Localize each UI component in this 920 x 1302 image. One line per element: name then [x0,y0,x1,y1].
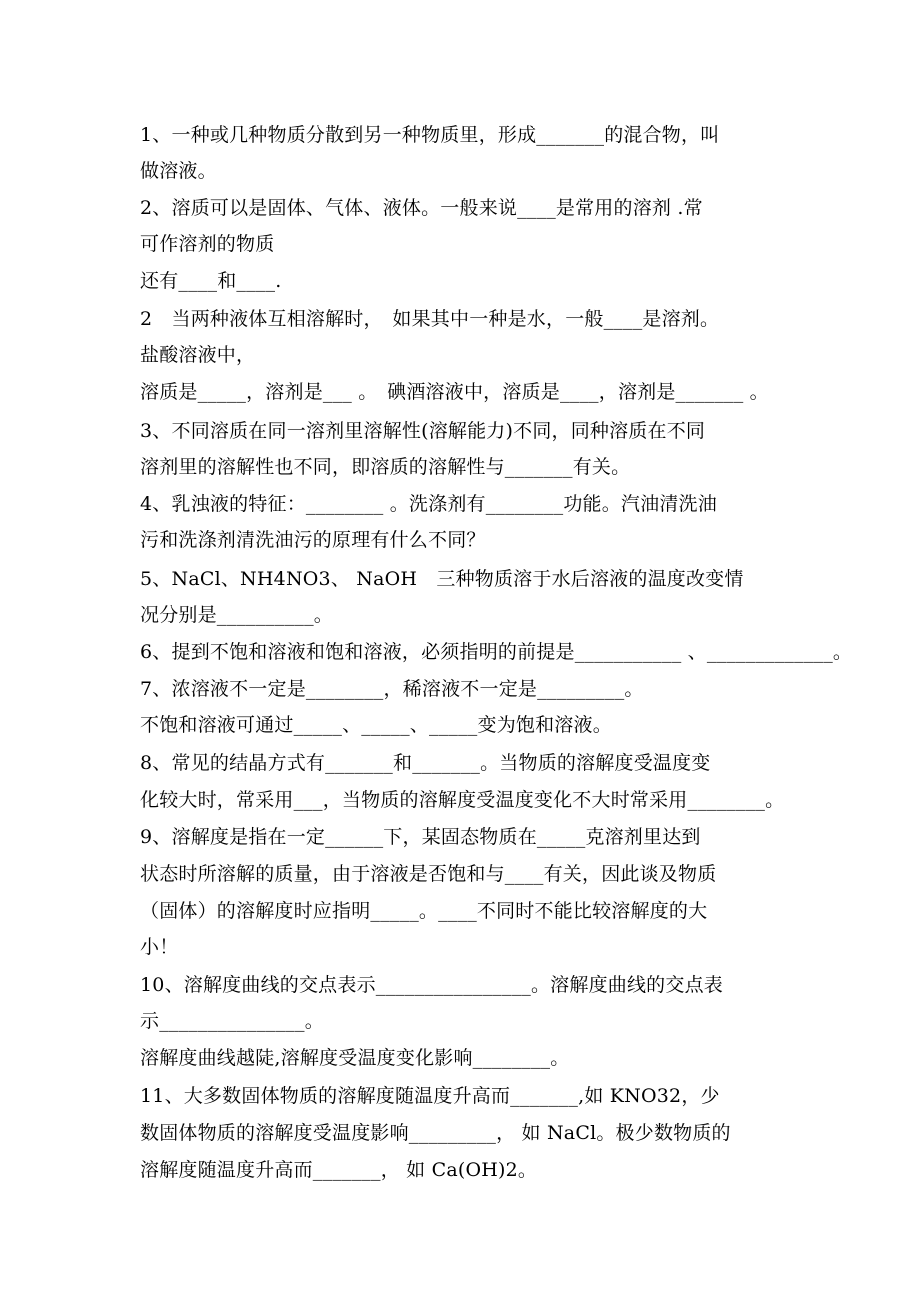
text-line: 5、NaCl、NH4NO3、 NaOH 三种物质溶于水后溶液的温度改变情 [140,568,744,590]
text-line: 8、常见的结晶方式有_______和_______。当物质的溶解度受温度变 [140,752,711,774]
text-line: 11、大多数固体物质的溶解度随温度升高而_______,如 KNO32，少 [140,1085,720,1107]
text-line: 溶剂里的溶解性也不同，即溶质的溶解性与_______有关。 [140,456,631,478]
text-line: 7、浓溶液不一定是________，稀溶液不一定是_________。 [140,678,644,700]
text-line: 不饱和溶液可通过_____、_____、_____变为饱和溶液。 [140,714,612,736]
text-line: 10、溶解度曲线的交点表示________________。溶解度曲线的交点表 [140,974,723,996]
text-line: 溶解度随温度升高而_______， 如 Ca(OH)2。 [140,1159,538,1181]
text-line: 况分别是__________。 [140,604,334,626]
text-line: 小！ [140,936,179,958]
text-line: 盐酸溶液中， [140,344,256,366]
text-line: 9、溶解度是指在一定______下，某固态物质在_____克溶剂里达到 [140,826,701,848]
text-line: 污和洗涤剂清洗油污的原理有什么不同？ [140,529,486,551]
text-line: 可作溶剂的物质 [140,233,275,255]
text-line: （固体）的溶解度时应指明_____。____不同时不能比较溶解度的大 [140,900,708,922]
text-line: 化较大时，常采用___，当物质的溶解度受温度变化不大时常采用________。 [140,789,785,811]
text-line: 4、乳浊液的特征：________ 。洗涤剂有________功能。汽油清洗油 [140,493,717,515]
text-line: 1、一种或几种物质分散到另一种物质里，形成_______的混合物，叫 [140,124,720,146]
text-line: 6、提到不饱和溶液和饱和溶液，必须指明的前提是___________ 、_____________。 [140,641,853,663]
text-line: 2 当两种液体互相溶解时， 如果其中一种是水，一般____是溶剂。 [140,308,720,330]
text-line: 溶质是_____，溶剂是___ 。 碘酒溶液中，溶质是____，溶剂是_______ 。 [140,381,769,403]
text-line: 还有____和____. [140,270,282,292]
text-line: 2、溶质可以是固体、气体、液体。一般来说____是常用的溶剂 .常 [140,197,703,219]
text-line: 数固体物质的溶解度受温度影响_________， 如 NaCl。极少数物质的 [140,1122,731,1144]
text-line: 溶解度曲线越陡,溶解度受温度变化影响________。 [140,1047,570,1069]
text-line: 做溶液。 [140,160,217,182]
text-line: 示_______________。 [140,1010,324,1032]
text-line: 状态时所溶解的质量，由于溶液是否饱和与____有关，因此谈及物质 [140,863,717,885]
text-line: 3、不同溶质在同一溶剂里溶解性(溶解能力)不同，同种溶质在不同 [140,420,706,442]
